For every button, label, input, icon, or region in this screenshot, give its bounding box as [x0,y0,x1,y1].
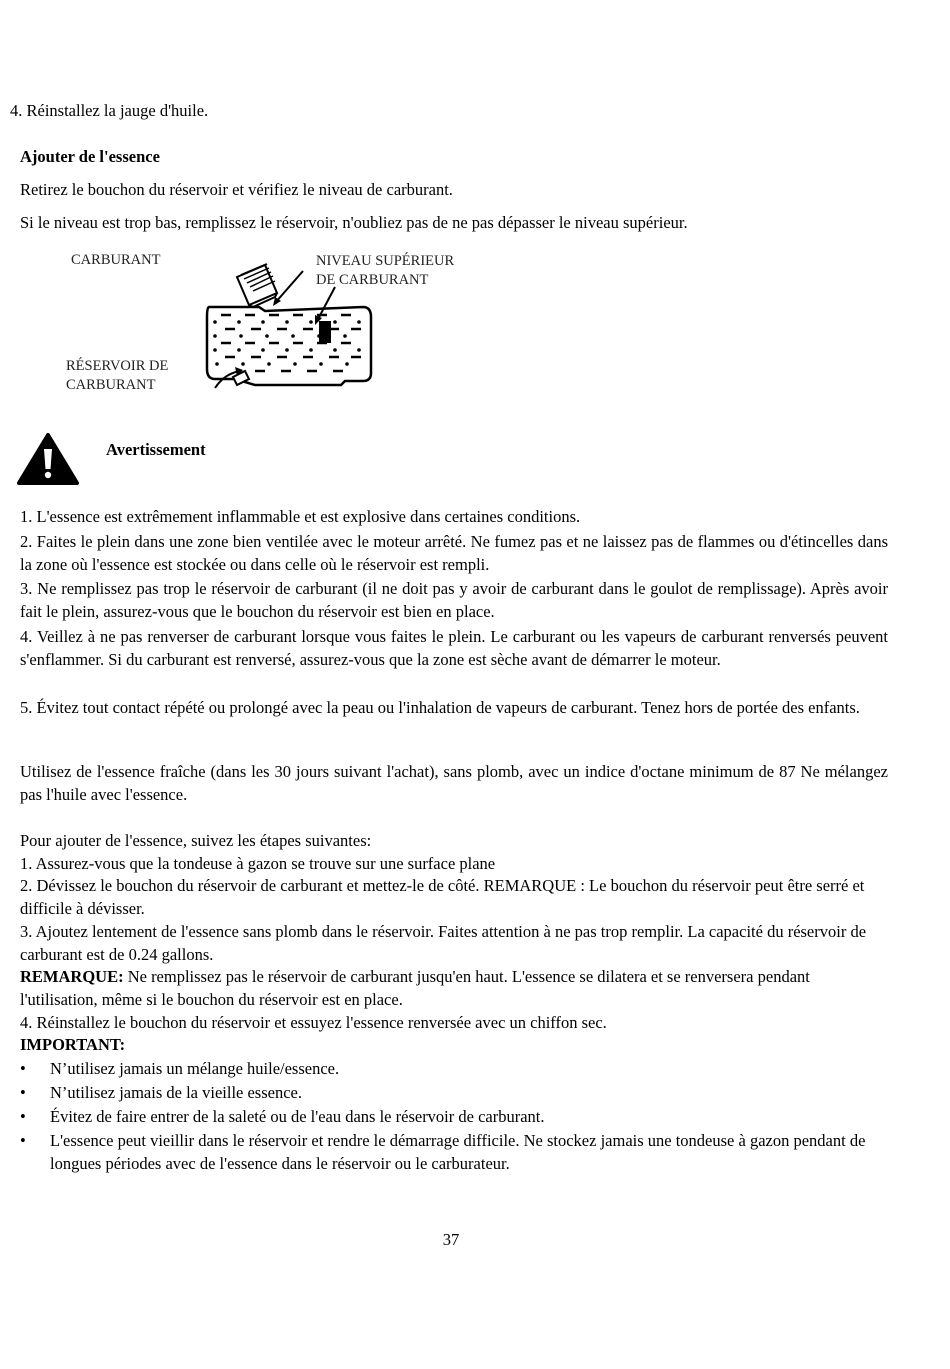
section-paragraph-1: Retirez le bouchon du réservoir et vérifiez le niveau de carburant. [20,180,453,199]
bullet-text: N’utilisez jamais de la vieille essence. [50,1083,302,1102]
step-note [20,965,890,1011]
bullet-text: L'essence peut vieillir dans le réservoir et rendre le démarrage difficile. Ne stockez jamais une tondeuse à gazon pendant de longues périodes avec de l'essence dans le réservoir ou le carburateur. [50,1131,866,1173]
label-tank-line2: CARBURANT [66,377,156,393]
important-label: IMPORTANT: [20,1035,126,1054]
label-tank-line1: RÉSERVOIR DE [66,358,169,374]
bullet-glyph: • [20,1131,26,1150]
section-title: Ajouter de l'essence [20,147,160,166]
warning-item-5: 5. Évitez tout contact répété ou prolongé avec la peau ou l'inhalation de vapeurs de carburant. Tenez hors de portée des enfants. [20,698,860,717]
warning-item-4: 4. Veillez à ne pas renverser de carburant lorsque vous faites le plein. Le carburant ou les vapeurs de carburant renversés peuvent s'enflammer. Si du carburant est renversé, assurez-vous que la zone est sèche avant de démarrer le moteur. [20,627,888,669]
note-label: REMARQUE: [20,967,124,986]
section-paragraph-2: Si le niveau est trop bas, remplissez le réservoir, n'oubliez pas de ne pas dépasser le niveau supérieur. [20,213,688,232]
step-2: 2. Dévissez le bouchon du réservoir de carburant et mettez-le de côté. REMARQUE : Le bouchon du réservoir peut être serré et difficile à dévisser. [20,876,865,918]
bullet-text: N’utilisez jamais un mélange huile/essence. [50,1059,340,1078]
bullet-glyph: • [20,1107,26,1126]
level-indicator-icon [319,321,331,343]
fuel-spec-paragraph: Utilisez de l'essence fraîche (dans les 30 jours suivant l'achat), sans plomb, avec un indice d'octane minimum de 87 Ne mélangez pas l'huile avec l'essence. [20,762,888,804]
label-level-line2: DE CARBURANT [316,272,429,288]
warning-title: Avertissement [106,440,206,459]
warning-item-2: 2. Faites le plein dans une zone bien ventilée avec le moteur arrêté. Ne fumez pas et ne laissez pas de flammes ou d'étincelles dans la zone où l'essence est stockée ou dans celle où le réservoir est rempli. [20,532,888,574]
step-1: 1. Assurez-vous que la tondeuse à gazon se trouve sur une surface plane [20,854,496,873]
bullet-glyph: • [20,1083,26,1102]
fuel-tank-illustration [195,245,385,395]
page-number: 37 [442,1230,460,1249]
label-fuel: CARBURANT [71,252,161,268]
note-text: Ne remplissez pas le réservoir de carburant jusqu'en haut. L'essence se dilatera et se renversera pendant l'utilisation, même si le bouchon du réservoir est en place. [20,967,810,1009]
step-reinstall-dipstick: 4. Réinstallez la jauge d'huile. [10,101,209,120]
step-3: 3. Ajoutez lentement de l'essence sans plomb dans le réservoir. Faites attention à ne pas trop remplir. La capacité du réservoir de carburant est de 0.24 gallons. [20,922,867,964]
label-level-line1: NIVEAU SUPÉRIEUR [316,253,455,269]
fuel-cap-icon [237,264,277,307]
warning-icon [16,432,80,486]
fuel-tank-diagram [0,245,500,405]
step-4: 4. Réinstallez le bouchon du réservoir et essuyez l'essence renversée avec un chiffon sec. [20,1013,607,1032]
bullet-text: Évitez de faire entrer de la saleté ou de l'eau dans le réservoir de carburant. [50,1107,545,1126]
bullet-glyph: • [20,1059,26,1078]
warning-item-3: 3. Ne remplissez pas trop le réservoir de carburant (il ne doit pas y avoir de carburant dans le goulot de remplissage). Après avoir fait le plein, assurez-vous que le bouchon du réservoir est bien en place. [20,579,888,621]
warning-item-1: 1. L'essence est extrêmement inflammable et est explosive dans certaines conditions. [20,507,581,526]
steps-intro: Pour ajouter de l'essence, suivez les étapes suivantes: [20,831,372,850]
